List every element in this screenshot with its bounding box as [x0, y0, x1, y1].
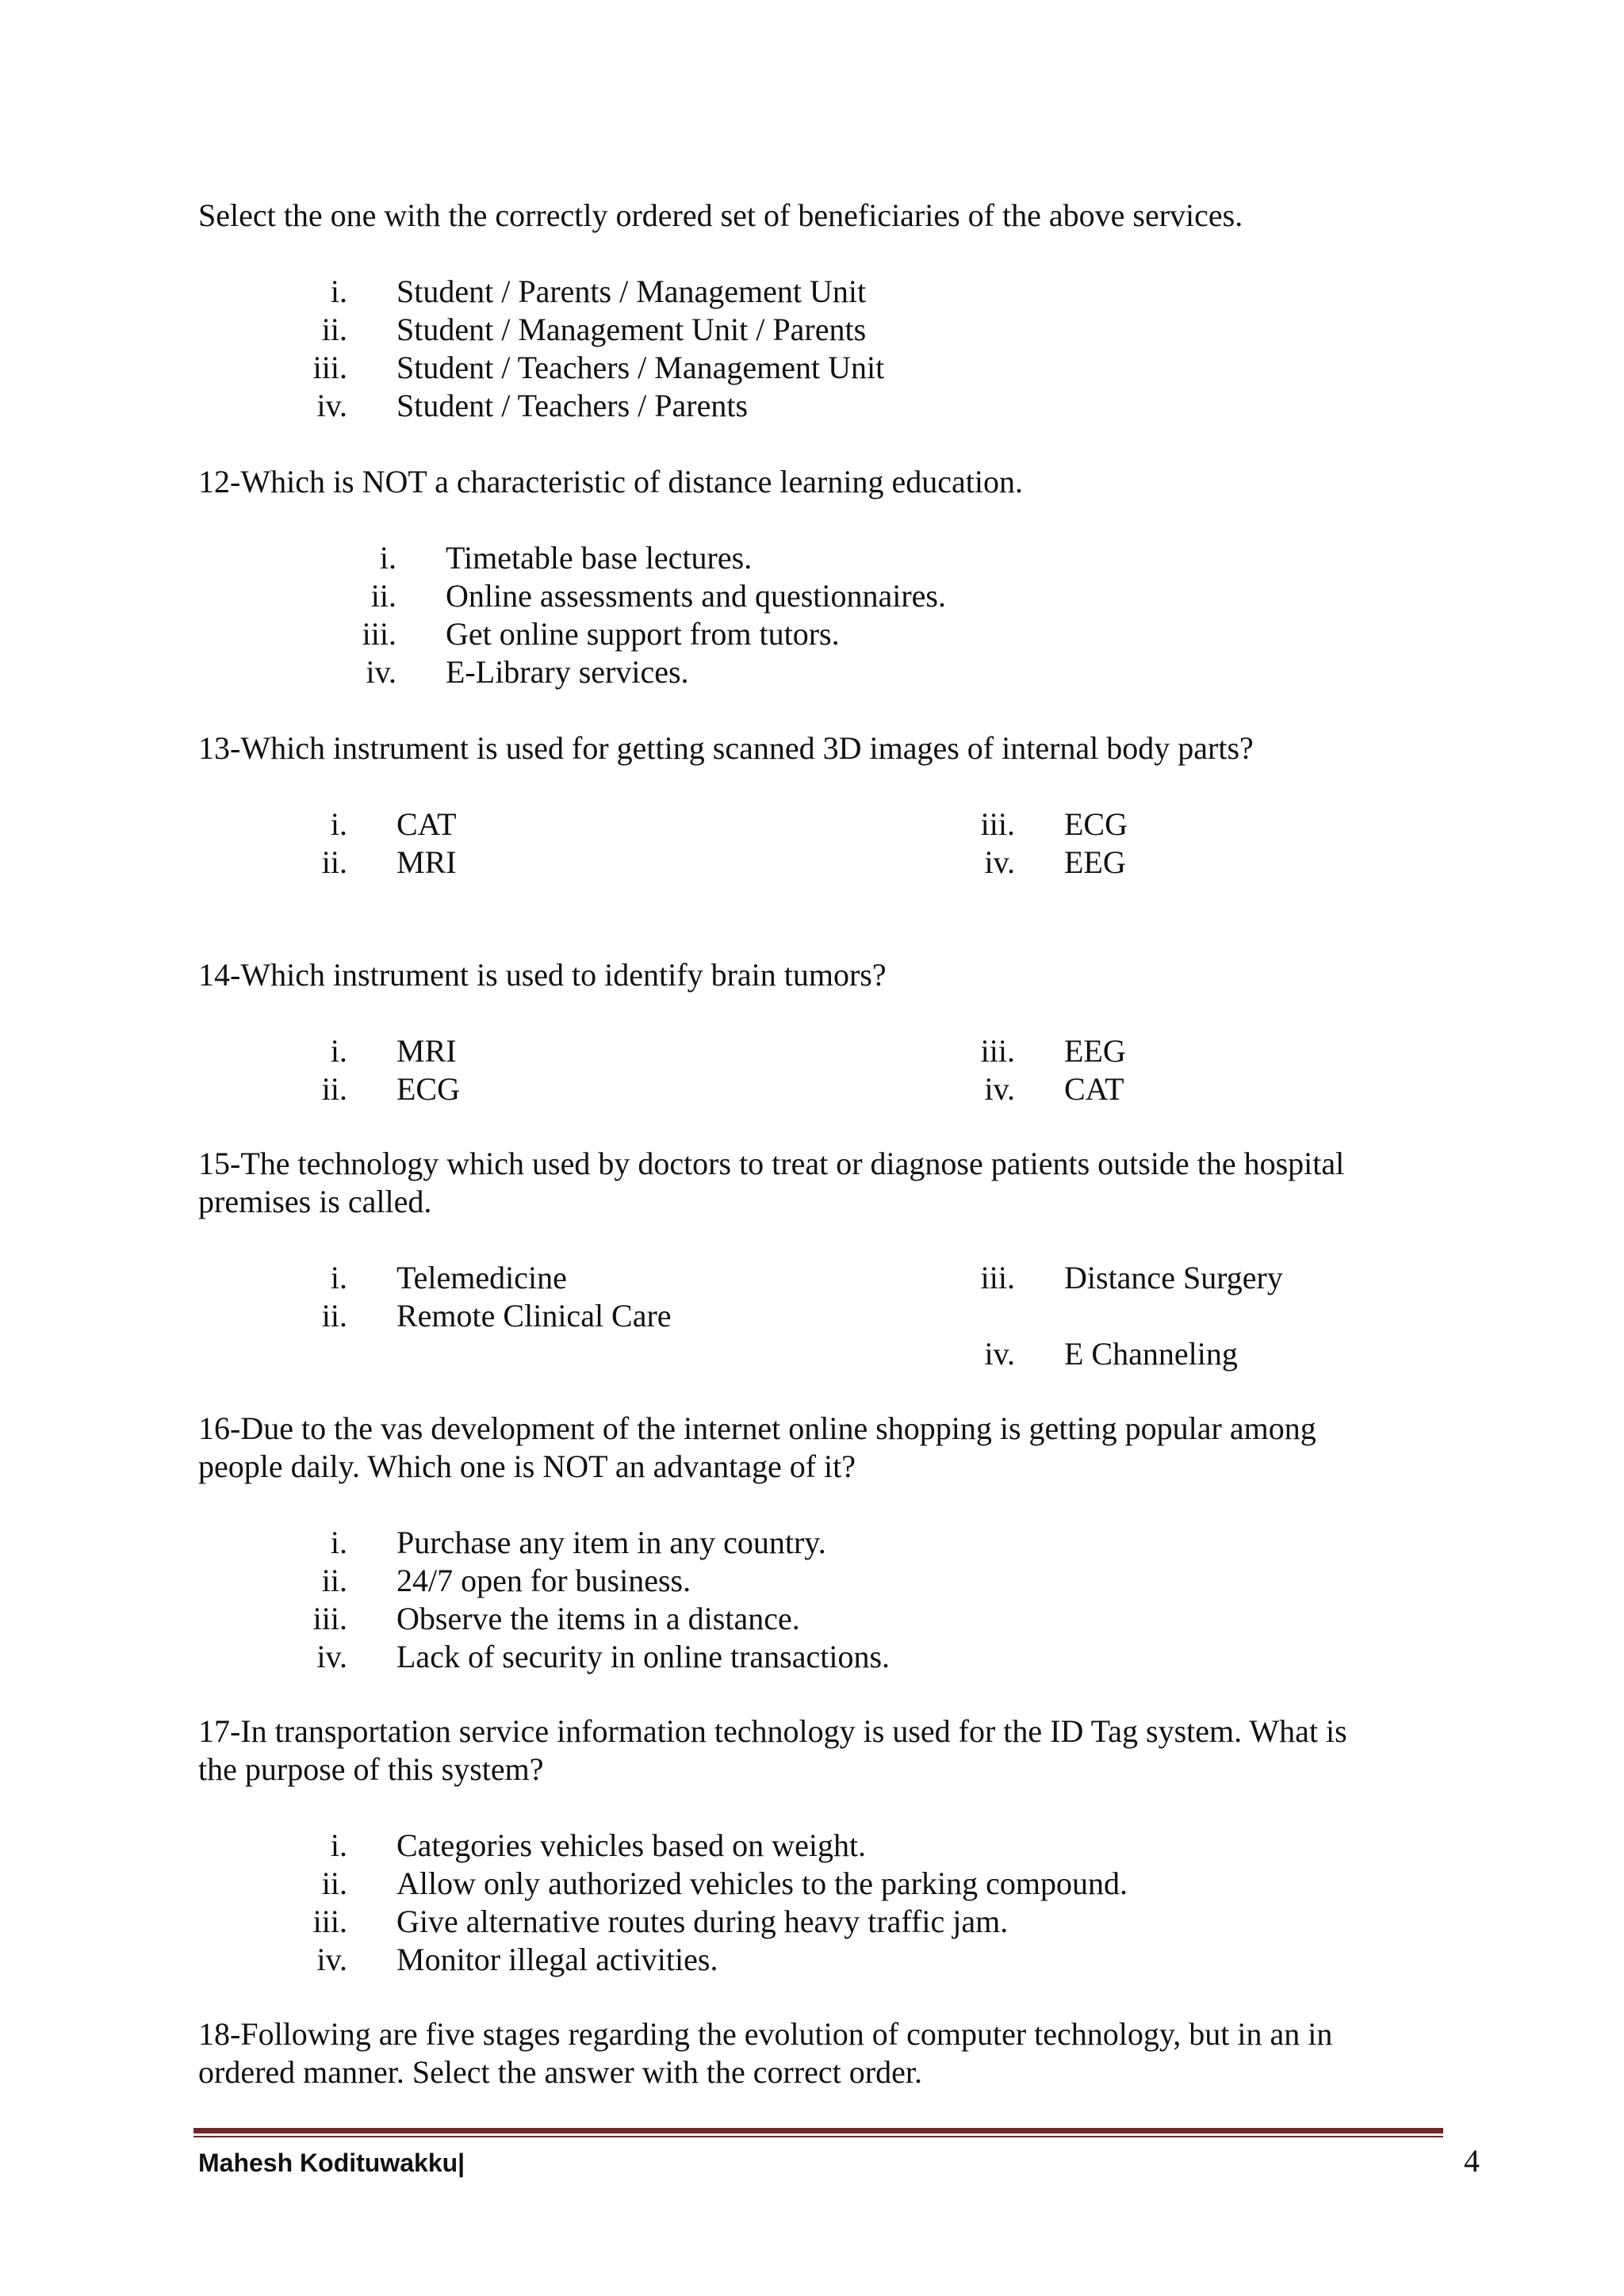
option-text: 24/7 open for business. — [396, 1563, 691, 1598]
option-number: i. — [330, 1260, 347, 1295]
option-number: iv. — [984, 1071, 1015, 1107]
option-text: EEG — [1064, 1033, 1126, 1069]
option-number: ii. — [321, 844, 347, 880]
option-text: ECG — [396, 1071, 460, 1107]
option-text: Categories vehicles based on weight. — [396, 1827, 867, 1863]
option-text: Purchase any item in any country. — [396, 1525, 826, 1560]
option-text: E Channeling — [1064, 1336, 1238, 1372]
option-number: iii. — [312, 1904, 347, 1939]
question-17-line1: 17-In transportation service information technology is used for the ID Tag system. What is — [198, 1713, 1347, 1749]
option-text: MRI — [396, 1033, 457, 1069]
option-number: iii. — [362, 616, 396, 652]
option-number: iii. — [312, 1601, 347, 1636]
footer-author: Mahesh Kodituwakku| — [198, 2149, 465, 2177]
option-number: i. — [379, 540, 396, 576]
option-text: EEG — [1064, 844, 1126, 880]
option-text: Telemedicine — [396, 1260, 567, 1295]
option-text: Distance Surgery — [1064, 1260, 1283, 1295]
option-number: ii. — [321, 312, 347, 347]
option-text: Remote Clinical Care — [396, 1298, 672, 1334]
option-number: ii. — [321, 1563, 347, 1598]
option-text: Student / Teachers / Parents — [396, 388, 749, 423]
option-number: iii. — [312, 350, 347, 385]
intro-text: Select the one with the correctly ordered set of beneficiaries of the above services. — [198, 197, 1243, 233]
option-text: Student / Teachers / Management Unit — [396, 350, 885, 385]
option-number: iv. — [366, 654, 396, 690]
option-number: iv. — [316, 1639, 347, 1674]
footer-rule-thin — [193, 2136, 1443, 2137]
option-number: iii. — [980, 1033, 1015, 1069]
option-text: Monitor illegal activities. — [396, 1942, 718, 1977]
option-text: MRI — [396, 844, 457, 880]
option-number: i. — [330, 1033, 347, 1069]
question-13: 13-Which instrument is used for getting scanned 3D images of internal body parts? — [198, 730, 1254, 766]
option-number: ii. — [321, 1298, 347, 1334]
option-text: Get online support from tutors. — [446, 616, 840, 652]
footer-rule — [193, 2128, 1443, 2133]
option-text: Student / Parents / Management Unit — [396, 274, 867, 309]
option-number: iii. — [980, 806, 1015, 842]
option-text: Give alternative routes during heavy traffic jam. — [396, 1904, 1009, 1939]
option-number: iv. — [984, 844, 1015, 880]
option-number: iv. — [316, 388, 347, 423]
option-number: ii. — [370, 578, 396, 614]
option-text: CAT — [396, 806, 457, 842]
question-15-line1: 15-The technology which used by doctors to treat or diagnose patients outside the hospital — [198, 1146, 1345, 1181]
option-number: iv. — [316, 1942, 347, 1977]
option-number: ii. — [321, 1866, 347, 1901]
option-number: i. — [330, 274, 347, 309]
option-number: iii. — [980, 1260, 1015, 1295]
page-number: 4 — [1464, 2143, 1480, 2179]
question-18-line2: ordered manner. Select the answer with the correct order. — [198, 2054, 922, 2090]
question-14: 14-Which instrument is used to identify brain tumors? — [198, 957, 887, 993]
question-12: 12-Which is NOT a characteristic of distance learning education. — [198, 464, 1023, 499]
option-text: CAT — [1064, 1071, 1124, 1107]
option-text: Timetable base lectures. — [446, 540, 753, 576]
question-18-line1: 18-Following are five stages regarding the evolution of computer technology, but in an in — [198, 2016, 1333, 2052]
option-number: i. — [330, 1827, 347, 1863]
option-text: ECG — [1064, 806, 1128, 842]
option-text: Allow only authorized vehicles to the parking compound. — [396, 1866, 1128, 1901]
option-text: Online assessments and questionnaires. — [446, 578, 946, 614]
option-number: ii. — [321, 1071, 347, 1107]
question-16-line1: 16-Due to the vas development of the internet online shopping is getting popular among — [198, 1410, 1316, 1446]
question-15-line2: premises is called. — [198, 1184, 432, 1219]
option-number: iv. — [984, 1336, 1015, 1372]
question-16-line2: people daily. Which one is NOT an advantage of it? — [198, 1448, 856, 1484]
question-17-line2: the purpose of this system? — [198, 1751, 544, 1787]
option-number: i. — [330, 806, 347, 842]
option-text: Lack of security in online transactions. — [396, 1639, 891, 1674]
option-text: E-Library services. — [446, 654, 689, 690]
option-number: i. — [330, 1525, 347, 1560]
option-text: Student / Management Unit / Parents — [396, 312, 867, 347]
option-text: Observe the items in a distance. — [396, 1601, 800, 1636]
